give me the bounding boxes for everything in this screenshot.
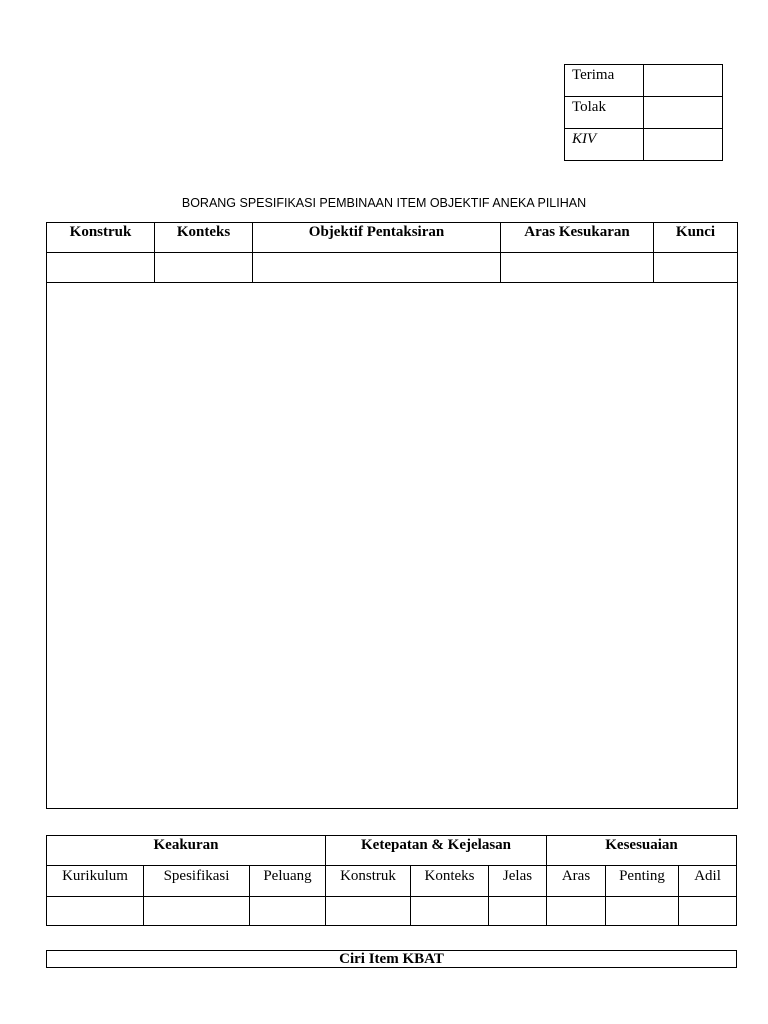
header-aras-kesukaran: Aras Kesukaran bbox=[501, 223, 654, 253]
penting-cell[interactable] bbox=[606, 897, 679, 926]
evaluation-table bbox=[46, 835, 737, 926]
spec-header-row bbox=[47, 223, 738, 253]
kbat-table bbox=[46, 950, 737, 968]
item-area-row bbox=[47, 283, 738, 809]
objektif-pentaksiran-cell[interactable] bbox=[253, 253, 501, 283]
eval-subheader-row bbox=[47, 866, 737, 897]
header-konstruk: Konstruk bbox=[47, 223, 155, 253]
status-value-tolak[interactable] bbox=[644, 97, 723, 129]
status-table bbox=[564, 64, 723, 161]
subheader-konteks: Konteks bbox=[411, 866, 489, 897]
eval-konteks-cell[interactable] bbox=[411, 897, 489, 926]
subheader-aras: Aras bbox=[547, 866, 606, 897]
header-objektif-pentaksiran: Objektif Pentaksiran bbox=[253, 223, 501, 253]
spec-input-row bbox=[47, 253, 738, 283]
group-keakuran: Keakuran bbox=[47, 836, 326, 866]
kurikulum-cell[interactable] bbox=[47, 897, 144, 926]
spesifikasi-cell[interactable] bbox=[144, 897, 250, 926]
status-value-kiv[interactable] bbox=[644, 129, 723, 161]
kunci-cell[interactable] bbox=[654, 253, 738, 283]
subheader-adil: Adil bbox=[679, 866, 737, 897]
status-row-terima bbox=[565, 65, 723, 97]
group-ketepatan-kejelasan: Ketepatan & Kejelasan bbox=[326, 836, 547, 866]
header-kunci: Kunci bbox=[654, 223, 738, 253]
eval-konstruk-cell[interactable] bbox=[326, 897, 411, 926]
header-konteks: Konteks bbox=[155, 223, 253, 253]
subheader-kurikulum: Kurikulum bbox=[47, 866, 144, 897]
status-row-kiv bbox=[565, 129, 723, 161]
subheader-jelas: Jelas bbox=[489, 866, 547, 897]
adil-cell[interactable] bbox=[679, 897, 737, 926]
subheader-penting: Penting bbox=[606, 866, 679, 897]
status-label-tolak: Tolak bbox=[565, 97, 644, 129]
jelas-cell[interactable] bbox=[489, 897, 547, 926]
subheader-konstruk: Konstruk bbox=[326, 866, 411, 897]
eval-group-row bbox=[47, 836, 737, 866]
konstruk-cell[interactable] bbox=[47, 253, 155, 283]
kbat-title: Ciri Item KBAT bbox=[47, 951, 737, 968]
status-label-kiv: KIV bbox=[565, 129, 644, 161]
subheader-spesifikasi: Spesifikasi bbox=[144, 866, 250, 897]
kbat-header-row bbox=[47, 951, 737, 968]
status-value-terima[interactable] bbox=[644, 65, 723, 97]
status-label-terima: Terima bbox=[565, 65, 644, 97]
spec-table bbox=[46, 222, 738, 809]
peluang-cell[interactable] bbox=[250, 897, 326, 926]
form-title: BORANG SPESIFIKASI PEMBINAAN ITEM OBJEKTIF ANEKA PILIHAN bbox=[181, 196, 587, 210]
item-content-area[interactable] bbox=[47, 283, 738, 809]
subheader-peluang: Peluang bbox=[250, 866, 326, 897]
group-kesesuaian: Kesesuaian bbox=[547, 836, 737, 866]
status-row-tolak bbox=[565, 97, 723, 129]
aras-kesukaran-cell[interactable] bbox=[501, 253, 654, 283]
eval-input-row bbox=[47, 897, 737, 926]
konteks-cell[interactable] bbox=[155, 253, 253, 283]
aras-cell[interactable] bbox=[547, 897, 606, 926]
